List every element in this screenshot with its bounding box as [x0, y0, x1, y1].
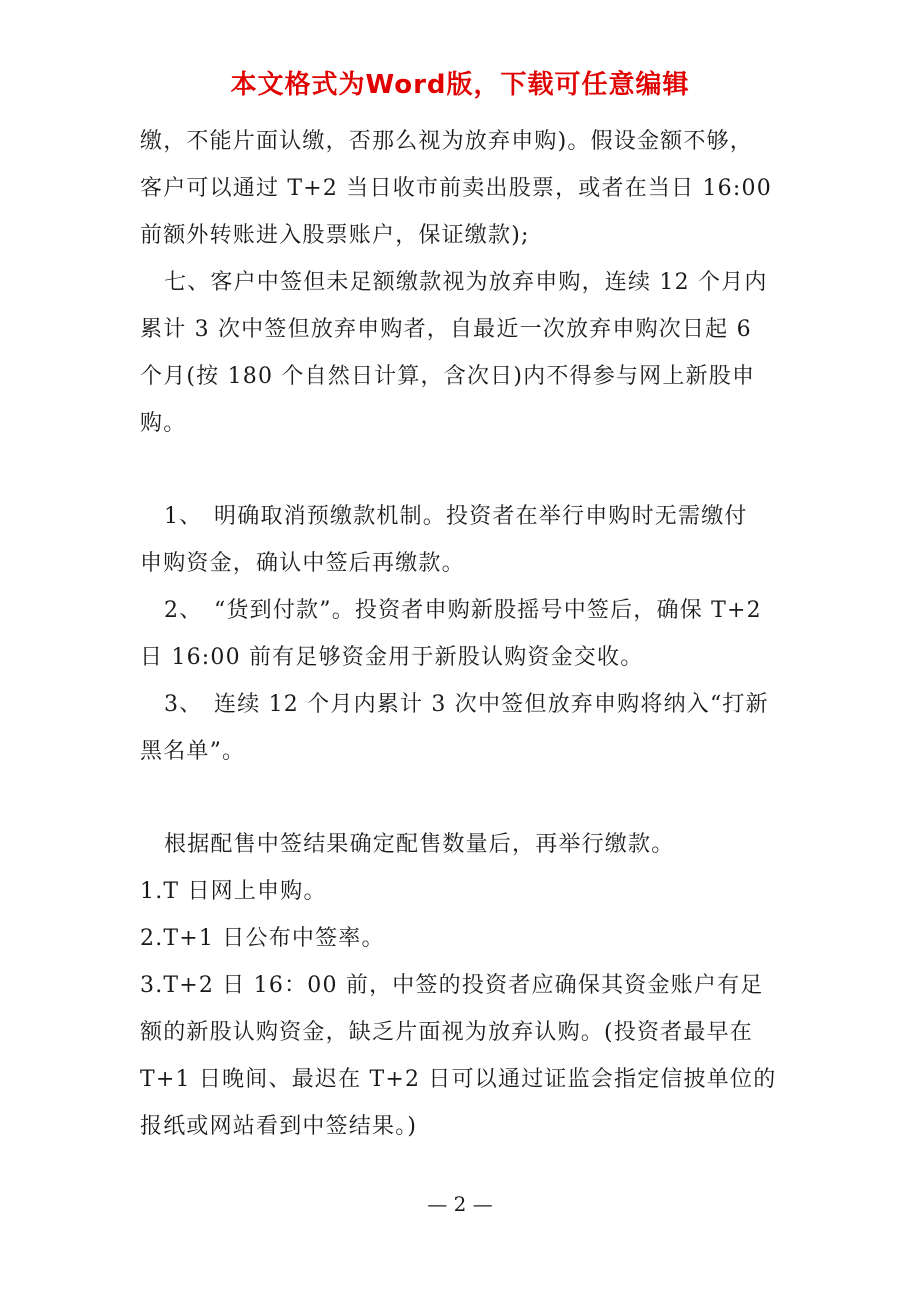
text-line: 1.T 日网上申购。: [140, 879, 327, 904]
text-line: 报纸或网站看到中签结果。): [140, 1114, 418, 1139]
word-format-banner: 本文格式为Word版，下载可任意编辑: [230, 70, 690, 100]
text-line: 缴，不能片面认缴，否那么视为放弃申购)。假设金额不够，: [140, 129, 753, 154]
text-line: T+1 日晚间、最迟在 T+2 日可以通过证监会指定信披单位的: [140, 1067, 777, 1092]
text-line: 前额外转账进入股票账户，保证缴款);: [140, 223, 530, 248]
list-text: “货到付款”。投资者申购新股摇号中签后，确保 T+2: [214, 598, 762, 623]
text-line: 额的新股认购资金，缺乏片面视为放弃认购。(投资者最早在: [140, 1020, 753, 1045]
text-line: 客户可以通过 T+2 当日收市前卖出股票，或者在当日 16:00: [140, 176, 772, 201]
text-line: 根据配售中签结果确定配售数量后，再举行缴款。: [164, 832, 675, 857]
text-line: 申购资金，确认中签后再缴款。: [140, 551, 465, 576]
list-number: 1、: [164, 504, 203, 529]
list-number: 3、: [164, 692, 203, 717]
page-number: — 2 —: [427, 1192, 493, 1216]
list-item: [140, 493, 785, 540]
text-line: 购。: [140, 411, 187, 436]
list-item: [140, 681, 785, 728]
list-text: 明确取消预缴款机制。投资者在举行申购时无需缴付: [214, 504, 748, 529]
text-line: 个月(按 180 个自然日计算，含次日)内不得参与网上新股申: [140, 364, 756, 389]
text-line: 2.T+1 日公布中签率。: [140, 926, 385, 951]
text-line: 3.T+2 日 16：00 前，中签的投资者应确保其资金账户有足: [140, 973, 764, 998]
text-line: 日 16:00 前有足够资金用于新股认购资金交收。: [140, 645, 644, 670]
list-item: [140, 587, 785, 634]
text-line: 累计 3 次中签但放弃申购者，自最近一次放弃申购次日起 6: [140, 317, 752, 342]
document-body: [140, 118, 785, 1150]
list-number: 2、: [164, 598, 203, 623]
text-line: 七、客户中签但未足额缴款视为放弃申购，连续 12 个月内: [164, 270, 768, 295]
list-text: 连续 12 个月内累计 3 次中签但放弃申购将纳入“打新: [214, 692, 769, 717]
text-line: 黑名单”。: [140, 739, 246, 764]
